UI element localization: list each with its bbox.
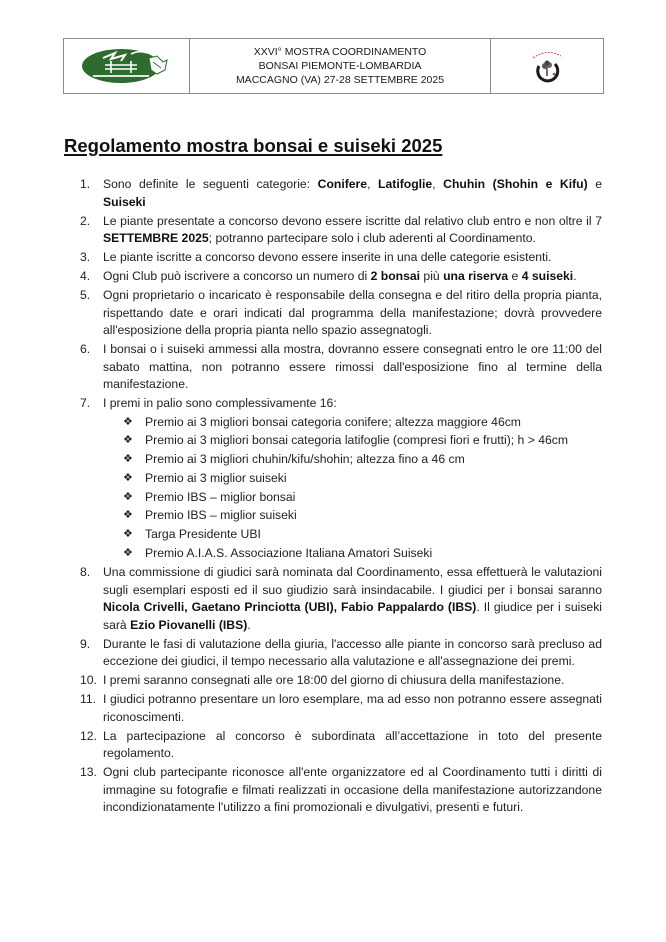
prize-item: [123, 413, 602, 432]
rule-number: 2.: [80, 213, 91, 228]
prize-text: Premio ai 3 migliori bonsai categoria conifere; altezza maggiore 46cm: [145, 414, 521, 429]
rule-number: 12.: [80, 728, 97, 743]
rule-number: 8.: [80, 565, 91, 580]
rule-number: 3.: [80, 250, 91, 264]
rule-text-span: Una commissione di giudici sarà nominata dal Coordinamento, essa effettuerà le valutazioni sugli esemplari esposti ed il suo giudizio sarà insindacabile. I giudici per i bonsai saranno: [103, 565, 602, 597]
rule-text-span: ,: [432, 177, 444, 191]
header-title-cell: [190, 39, 491, 93]
rule-item: [80, 764, 602, 817]
rule-text: [103, 395, 602, 563]
rule-text: [103, 249, 602, 267]
diamond-bullet-icon: ❖: [123, 471, 133, 484]
rule-number: 5.: [80, 288, 91, 302]
diamond-bullet-icon: ❖: [123, 490, 133, 503]
prize-text: Targa Presidente UBI: [145, 527, 261, 542]
rule-text-span: La partecipazione al concorso è subordinata all’accettazione in toto del presente regolamento.: [103, 728, 602, 761]
prize-item: [123, 488, 602, 507]
prize-item: [123, 544, 602, 563]
rule-paragraph: [103, 636, 602, 671]
rule-text-span: I premi in palio sono complessivamente 16:: [103, 396, 337, 410]
prize-item: [123, 506, 602, 525]
rule-text-span: Durante le fasi di valutazione della giuria, l'accesso alle piante in concorso sarà precluso ad eccezione dei giudici, il tempo necessario alla valutazione e all'assegnazione dei premi.: [103, 636, 602, 669]
header-line-2: BONSAI PIEMONTE-LOMBARDIA: [258, 60, 422, 72]
rule-paragraph: [103, 268, 602, 286]
prize-item: [123, 450, 602, 469]
rule-item: [80, 287, 602, 340]
rule-number: 6.: [80, 342, 91, 356]
rule-item: [80, 213, 602, 248]
rule-item: [80, 636, 602, 671]
rule-item: [80, 176, 602, 211]
header-line-1: XXVI° MOSTRA COORDINAMENTO: [253, 46, 427, 58]
rule-text-span: Le piante iscritte a concorso devono essere inserite in una delle categorie esistenti.: [103, 250, 552, 264]
rule-text-span: più: [420, 269, 444, 283]
prize-text: Premio IBS – miglior suiseki: [145, 508, 297, 523]
rule-paragraph: [103, 395, 602, 413]
header-line-3: MACCAGNO (VA) 27-28 SETTEMBRE 2025: [235, 74, 445, 86]
page-title: Regolamento mostra bonsai e suiseki 2025: [64, 135, 443, 156]
rule-number: 9.: [80, 636, 91, 651]
rule-bold-text: Ezio Piovanelli (IBS): [130, 617, 248, 632]
prize-text: Premio ai 3 migliori chuhin/kifu/shohin; altezza fino a 46 cm: [145, 452, 465, 467]
rule-text-span: . Il giudice per i suiseki sarà: [103, 600, 602, 632]
rule-item: [80, 268, 602, 286]
prize-text: Premio ai 3 miglior suiseki: [145, 470, 287, 485]
diamond-bullet-icon: ❖: [123, 547, 133, 560]
prize-text: Premio A.I.A.S. Associazione Italiana Amatori Suiseki: [145, 546, 433, 561]
prize-item: [123, 469, 602, 488]
rule-text: [103, 176, 602, 211]
coordinamento-bonsai-logo: [81, 44, 173, 88]
rule-item: [80, 341, 602, 394]
rule-text-span: Ogni Club può iscrivere a concorso un numero di: [103, 269, 371, 283]
prize-text: Premio ai 3 migliori bonsai categoria latifoglie (compresi fiori e frutti); h > 46cm: [145, 433, 569, 448]
rule-text: [103, 287, 602, 340]
rule-number: 11.: [80, 692, 97, 707]
rule-text-span: Sono definite le seguenti categorie:: [103, 177, 318, 191]
rule-text: [103, 728, 602, 763]
rule-text-span: .: [573, 269, 577, 283]
rules-list: [80, 176, 602, 818]
rule-item: [80, 672, 602, 690]
rule-text: [103, 213, 602, 248]
rule-paragraph: [103, 287, 602, 340]
prize-item: [123, 431, 602, 450]
rule-text: [103, 268, 602, 286]
rule-text-span: I bonsai o i suiseki ammessi alla mostra, dovranno essere consegnati entro le ore 11:00 del sabato mattina, non potranno essere rimossi dall'esposizione fino al termine della manifestazione.: [103, 342, 602, 391]
diamond-bullet-icon: ❖: [123, 453, 133, 466]
bonsai-club-enso-logo: [525, 44, 569, 88]
rule-number: 1.: [80, 177, 91, 191]
prize-item: [123, 525, 602, 544]
rule-bold-text: Conifere: [317, 177, 368, 191]
rule-item: [80, 395, 602, 563]
rule-bold-text: Latifoglie: [378, 177, 433, 191]
diamond-bullet-icon: ❖: [123, 434, 133, 447]
rule-bold-text: Suiseki: [103, 194, 146, 209]
rule-text-span: e: [508, 269, 522, 283]
prize-text: Premio IBS – miglior bonsai: [145, 489, 296, 504]
header-right-cell: [491, 39, 603, 93]
rule-paragraph: [103, 564, 602, 634]
rule-number: 10.: [80, 673, 97, 688]
rule-item: [80, 564, 602, 634]
rule-bold-text: Chuhin (Shohin e Kifu): [443, 177, 588, 191]
rule-number: 13.: [80, 765, 97, 780]
header-left-cell: [64, 39, 190, 93]
rule-text-span: e: [587, 177, 603, 191]
rule-item: [80, 691, 602, 726]
rule-text-span: I premi saranno consegnati alle ore 18:00 del giorno di chiusura della manifestazione.: [103, 673, 565, 688]
rule-text: [103, 691, 602, 726]
rule-paragraph: [103, 213, 602, 248]
rule-item: [80, 249, 602, 267]
rule-text: [103, 341, 602, 394]
rule-text-span: Ogni club partecipante riconosce all'ente organizzatore ed al Coordinamento tutti i diritti di immagine su fotografie e filmati realizzati in occasione della manifestazione autorizzandone incondizionatamente l'utilizzo a fini promozionali e divulgativi, presenti e futuri.: [103, 765, 602, 815]
rule-number: 4.: [80, 269, 91, 283]
rule-text: [103, 764, 602, 817]
rule-paragraph: [103, 249, 602, 267]
rule-text-span: Le piante presentate a concorso devono essere iscritte dal relativo club entro e non oltre il 7: [103, 213, 602, 228]
rule-bold-text: SETTEMBRE 2025: [103, 231, 209, 245]
rule-text-span: .: [247, 617, 251, 632]
rule-paragraph: [103, 728, 602, 763]
prize-list: [103, 413, 602, 563]
rule-bold-text: 4 suiseki: [521, 269, 574, 283]
rule-text-span: ; potranno partecipare solo i club aderenti al Coordinamento.: [208, 231, 536, 245]
header-table: [63, 38, 604, 94]
rule-text-span: Ogni proprietario o incaricato è responsabile della consegna e del ritiro della propria pianta, rispettando date e orari indicati dal programma della manifestazione; dovrà provvedere all'esposizione della propria pianta nello spazio assegnatogli.: [103, 288, 602, 337]
rule-paragraph: [103, 691, 602, 726]
diamond-bullet-icon: ❖: [123, 528, 133, 541]
rule-text-span: I giudici potranno presentare un loro esemplare, ma ad esso non potranno essere assegnati riconoscimenti.: [103, 692, 602, 724]
rule-text: [103, 636, 602, 671]
rule-text: [103, 564, 602, 634]
diamond-bullet-icon: ❖: [123, 415, 133, 428]
rule-paragraph: [103, 176, 602, 211]
rule-paragraph: [103, 341, 602, 394]
rule-bold-text: una riserva: [443, 269, 509, 283]
rule-text: [103, 672, 602, 690]
rule-bold-text: Nicola Crivelli, Gaetano Princiotta (UBI), Fabio Pappalardo (IBS): [103, 600, 477, 615]
rule-paragraph: [103, 672, 602, 690]
rule-number: 7.: [80, 396, 91, 410]
rule-paragraph: [103, 764, 602, 817]
rule-item: [80, 728, 602, 763]
rule-bold-text: 2 bonsai: [370, 269, 421, 283]
diamond-bullet-icon: ❖: [123, 509, 133, 522]
rule-text-span: ,: [367, 177, 379, 191]
